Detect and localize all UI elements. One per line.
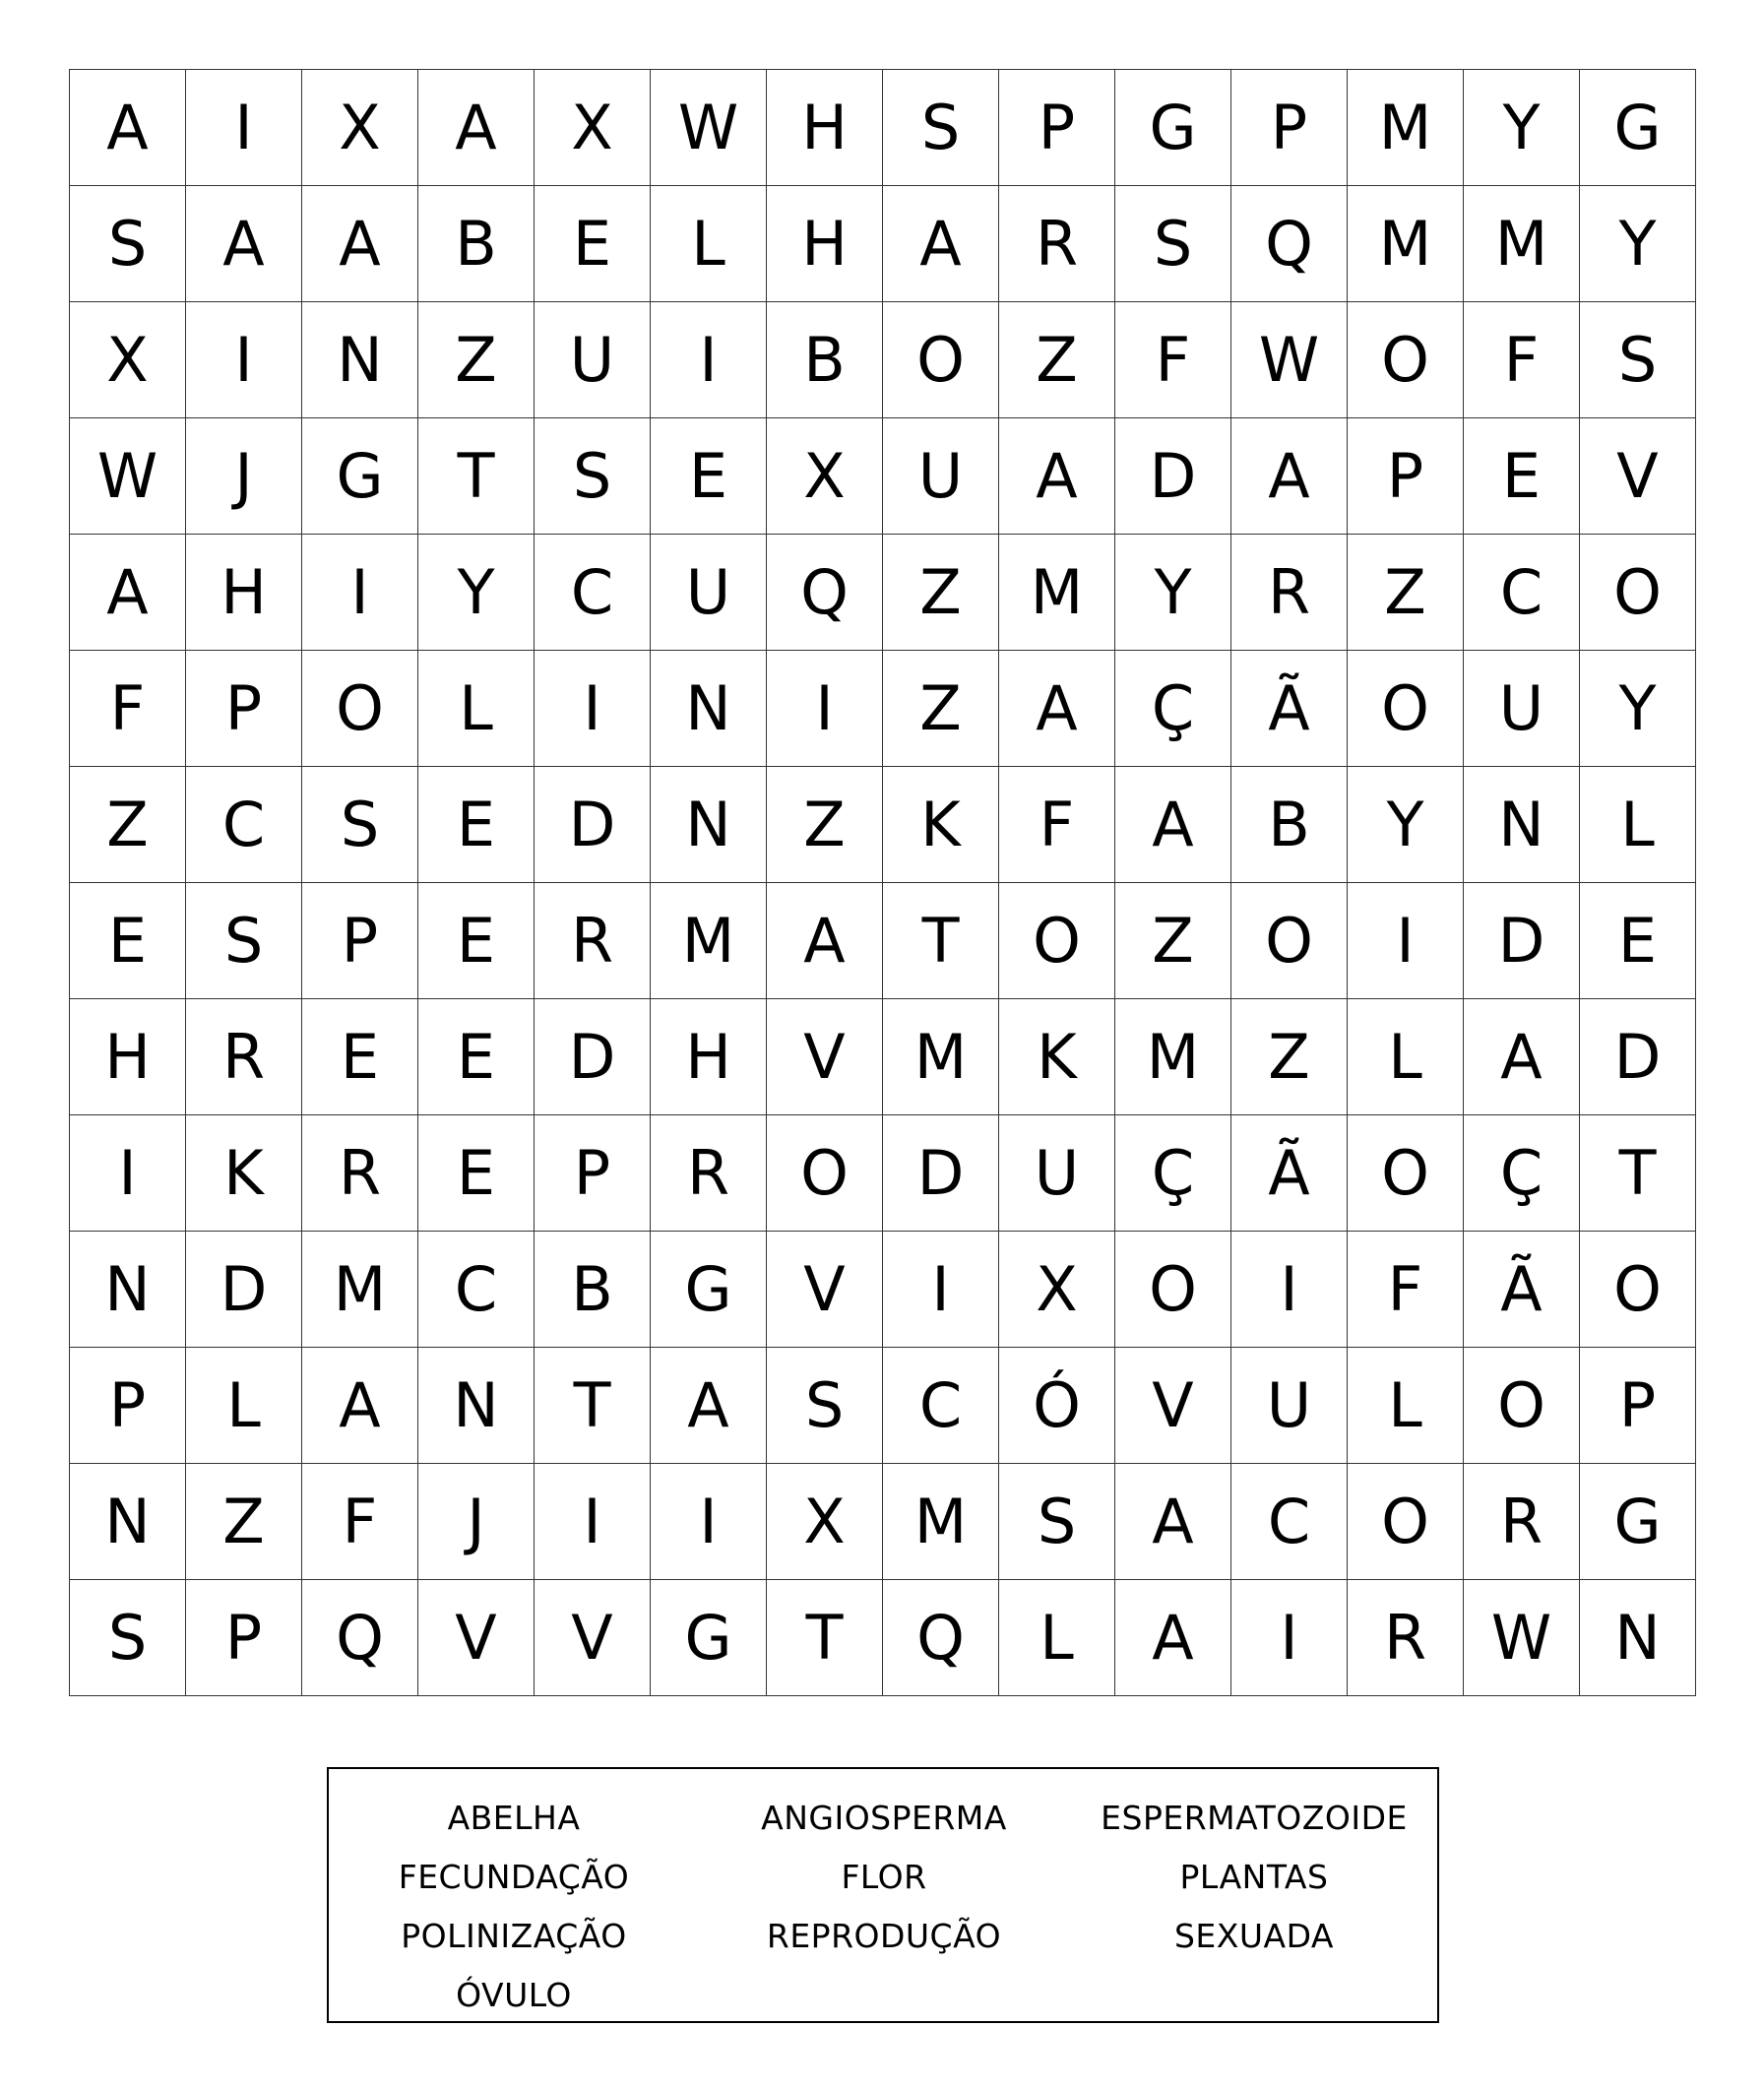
- grid-cell[interactable]: M: [1348, 186, 1464, 302]
- grid-cell[interactable]: S: [302, 767, 418, 883]
- grid-cell[interactable]: X: [999, 1232, 1115, 1348]
- grid-cell[interactable]: L: [1348, 999, 1464, 1115]
- grid-cell[interactable]: X: [767, 1464, 883, 1580]
- grid-cell[interactable]: A: [651, 1348, 767, 1464]
- word-bank-item: ANGIOSPERMA: [761, 1799, 1007, 1837]
- grid-cell[interactable]: Y: [1580, 651, 1696, 767]
- grid-cell[interactable]: A: [418, 70, 535, 186]
- grid-cell[interactable]: D: [186, 1232, 302, 1348]
- grid-cell[interactable]: Ã: [1231, 651, 1348, 767]
- grid-cell[interactable]: E: [418, 883, 535, 999]
- grid-cell[interactable]: W: [1464, 1580, 1580, 1696]
- grid-cell[interactable]: O: [1580, 535, 1696, 651]
- grid-cell[interactable]: P: [186, 1580, 302, 1696]
- word-bank-column-3: [1069, 1789, 1439, 1966]
- grid-cell[interactable]: Q: [1231, 186, 1348, 302]
- grid-cell[interactable]: O: [1464, 1348, 1580, 1464]
- grid-cell[interactable]: X: [535, 70, 651, 186]
- grid-cell[interactable]: O: [1115, 1232, 1231, 1348]
- grid-cell[interactable]: T: [1580, 1115, 1696, 1232]
- grid-cell[interactable]: N: [651, 767, 767, 883]
- grid-cell[interactable]: Q: [883, 1580, 999, 1696]
- grid-cell[interactable]: P: [70, 1348, 186, 1464]
- grid-cell[interactable]: M: [883, 999, 999, 1115]
- grid-cell[interactable]: E: [418, 1115, 535, 1232]
- grid-cell[interactable]: H: [767, 70, 883, 186]
- grid-cell[interactable]: Ç: [1464, 1115, 1580, 1232]
- grid-cell[interactable]: S: [186, 883, 302, 999]
- grid-cell[interactable]: N: [302, 302, 418, 418]
- grid-cell[interactable]: V: [1580, 418, 1696, 535]
- grid-cell[interactable]: U: [883, 418, 999, 535]
- grid-cell[interactable]: K: [883, 767, 999, 883]
- grid-cell[interactable]: I: [186, 70, 302, 186]
- grid-cell[interactable]: Z: [1115, 883, 1231, 999]
- grid-cell[interactable]: H: [186, 535, 302, 651]
- grid-cell[interactable]: J: [418, 1464, 535, 1580]
- grid-cell[interactable]: A: [1231, 418, 1348, 535]
- grid-cell[interactable]: A: [302, 1348, 418, 1464]
- grid-cell[interactable]: S: [1580, 302, 1696, 418]
- grid-cell[interactable]: N: [70, 1232, 186, 1348]
- grid-cell[interactable]: R: [1231, 535, 1348, 651]
- grid-cell[interactable]: U: [1231, 1348, 1348, 1464]
- grid-cell[interactable]: C: [1464, 535, 1580, 651]
- grid-cell[interactable]: G: [1580, 1464, 1696, 1580]
- grid-cell[interactable]: V: [767, 1232, 883, 1348]
- grid-cell[interactable]: M: [999, 535, 1115, 651]
- grid-cell[interactable]: U: [535, 302, 651, 418]
- grid-cell[interactable]: H: [70, 999, 186, 1115]
- grid-cell[interactable]: F: [70, 651, 186, 767]
- grid-cell[interactable]: I: [883, 1232, 999, 1348]
- grid-cell[interactable]: E: [70, 883, 186, 999]
- grid-cell[interactable]: S: [999, 1464, 1115, 1580]
- grid-cell[interactable]: O: [1348, 651, 1464, 767]
- grid-cell[interactable]: T: [535, 1348, 651, 1464]
- grid-cell[interactable]: Ã: [1231, 1115, 1348, 1232]
- grid-cell[interactable]: Z: [883, 535, 999, 651]
- grid-cell[interactable]: I: [651, 1464, 767, 1580]
- grid-cell[interactable]: I: [1348, 883, 1464, 999]
- grid-cell[interactable]: Z: [1348, 535, 1464, 651]
- grid-cell[interactable]: R: [1464, 1464, 1580, 1580]
- grid-cell[interactable]: K: [999, 999, 1115, 1115]
- grid-cell[interactable]: T: [883, 883, 999, 999]
- grid-cell[interactable]: A: [999, 418, 1115, 535]
- grid-cell[interactable]: C: [883, 1348, 999, 1464]
- grid-cell[interactable]: D: [535, 999, 651, 1115]
- grid-cell[interactable]: Y: [1580, 186, 1696, 302]
- grid-cell[interactable]: A: [1115, 1464, 1231, 1580]
- grid-cell[interactable]: Ç: [1115, 1115, 1231, 1232]
- grid-cell[interactable]: O: [1348, 1464, 1464, 1580]
- grid-cell[interactable]: Z: [418, 302, 535, 418]
- grid-cell[interactable]: Q: [767, 535, 883, 651]
- grid-cell[interactable]: B: [767, 302, 883, 418]
- grid-cell[interactable]: A: [999, 651, 1115, 767]
- grid-cell[interactable]: I: [535, 651, 651, 767]
- grid-cell[interactable]: L: [1580, 767, 1696, 883]
- grid-cell[interactable]: S: [535, 418, 651, 535]
- grid-cell[interactable]: Y: [418, 535, 535, 651]
- grid-cell[interactable]: Y: [1348, 767, 1464, 883]
- grid-cell[interactable]: F: [302, 1464, 418, 1580]
- grid-cell[interactable]: M: [1115, 999, 1231, 1115]
- grid-cell[interactable]: Y: [1464, 70, 1580, 186]
- grid-cell[interactable]: I: [651, 302, 767, 418]
- grid-cell[interactable]: T: [767, 1580, 883, 1696]
- grid-cell[interactable]: L: [418, 651, 535, 767]
- grid-cell[interactable]: I: [186, 302, 302, 418]
- grid-cell[interactable]: N: [418, 1348, 535, 1464]
- grid-cell[interactable]: I: [1231, 1580, 1348, 1696]
- grid-cell[interactable]: A: [70, 535, 186, 651]
- grid-cell[interactable]: S: [883, 70, 999, 186]
- grid-cell[interactable]: V: [1115, 1348, 1231, 1464]
- grid-cell[interactable]: O: [999, 883, 1115, 999]
- grid-cell[interactable]: D: [1580, 999, 1696, 1115]
- grid-cell[interactable]: S: [70, 1580, 186, 1696]
- grid-cell[interactable]: A: [70, 70, 186, 186]
- grid-cell[interactable]: Z: [883, 651, 999, 767]
- word-bank-item: FLOR: [841, 1858, 927, 1896]
- grid-cell[interactable]: D: [1115, 418, 1231, 535]
- grid-cell[interactable]: Z: [767, 767, 883, 883]
- grid-cell[interactable]: L: [999, 1580, 1115, 1696]
- grid-cell[interactable]: L: [186, 1348, 302, 1464]
- grid-cell[interactable]: I: [767, 651, 883, 767]
- grid-cell[interactable]: D: [1464, 883, 1580, 999]
- grid-cell[interactable]: J: [186, 418, 302, 535]
- grid-cell[interactable]: X: [302, 70, 418, 186]
- grid-cell[interactable]: Ó: [999, 1348, 1115, 1464]
- grid-cell[interactable]: O: [1580, 1232, 1696, 1348]
- grid-cell[interactable]: C: [186, 767, 302, 883]
- grid-cell[interactable]: A: [1115, 767, 1231, 883]
- grid-cell[interactable]: L: [651, 186, 767, 302]
- grid-cell[interactable]: I: [302, 535, 418, 651]
- grid-cell[interactable]: E: [535, 186, 651, 302]
- grid-cell[interactable]: W: [1231, 302, 1348, 418]
- grid-cell[interactable]: F: [1464, 302, 1580, 418]
- grid-cell[interactable]: V: [767, 999, 883, 1115]
- grid-cell[interactable]: G: [651, 1580, 767, 1696]
- grid-cell[interactable]: I: [1231, 1232, 1348, 1348]
- grid-cell[interactable]: E: [1464, 418, 1580, 535]
- word-bank: [327, 1767, 1439, 2023]
- word-search-grid: [69, 69, 1696, 1696]
- word-bank-item: ÓVULO: [456, 1976, 572, 2014]
- grid-cell[interactable]: P: [1580, 1348, 1696, 1464]
- grid-cell[interactable]: D: [535, 767, 651, 883]
- grid-cell[interactable]: A: [1115, 1580, 1231, 1696]
- word-bank-item: ESPERMATOZOIDE: [1101, 1799, 1408, 1837]
- grid-cell[interactable]: N: [70, 1464, 186, 1580]
- grid-cell[interactable]: R: [999, 186, 1115, 302]
- grid-cell[interactable]: X: [767, 418, 883, 535]
- grid-cell[interactable]: P: [1231, 70, 1348, 186]
- grid-cell[interactable]: O: [1348, 302, 1464, 418]
- grid-cell[interactable]: A: [883, 186, 999, 302]
- grid-cell[interactable]: R: [535, 883, 651, 999]
- grid-cell[interactable]: V: [418, 1580, 535, 1696]
- grid-cell[interactable]: A: [1464, 999, 1580, 1115]
- grid-cell[interactable]: T: [418, 418, 535, 535]
- grid-cell[interactable]: I: [535, 1464, 651, 1580]
- grid-cell[interactable]: S: [70, 186, 186, 302]
- grid-cell[interactable]: N: [1464, 767, 1580, 883]
- grid-cell[interactable]: B: [1231, 767, 1348, 883]
- grid-cell[interactable]: E: [1580, 883, 1696, 999]
- grid-cell[interactable]: O: [302, 651, 418, 767]
- grid-cell[interactable]: C: [418, 1232, 535, 1348]
- grid-cell[interactable]: N: [1580, 1580, 1696, 1696]
- grid-cell[interactable]: E: [418, 767, 535, 883]
- grid-cell[interactable]: Z: [1231, 999, 1348, 1115]
- grid-cell[interactable]: B: [418, 186, 535, 302]
- grid-cell[interactable]: Ã: [1464, 1232, 1580, 1348]
- grid-cell[interactable]: F: [999, 767, 1115, 883]
- grid-cell[interactable]: Y: [1115, 535, 1231, 651]
- grid-cell[interactable]: G: [1580, 70, 1696, 186]
- grid-cell[interactable]: G: [651, 1232, 767, 1348]
- word-bank-column-1: [329, 1789, 699, 2025]
- grid-cell[interactable]: A: [767, 883, 883, 999]
- grid-cell[interactable]: Z: [999, 302, 1115, 418]
- grid-cell[interactable]: P: [302, 883, 418, 999]
- grid-cell[interactable]: D: [883, 1115, 999, 1232]
- word-bank-column-2: [699, 1789, 1069, 1966]
- grid-cell[interactable]: C: [535, 535, 651, 651]
- grid-cell[interactable]: M: [883, 1464, 999, 1580]
- grid-cell[interactable]: O: [767, 1115, 883, 1232]
- grid-cell[interactable]: P: [535, 1115, 651, 1232]
- grid-cell[interactable]: M: [1464, 186, 1580, 302]
- word-bank-item: REPRODUÇÃO: [766, 1917, 1002, 1955]
- grid-cell[interactable]: H: [651, 999, 767, 1115]
- grid-cell[interactable]: B: [535, 1232, 651, 1348]
- grid-cell[interactable]: X: [70, 302, 186, 418]
- grid-cell[interactable]: W: [651, 70, 767, 186]
- grid-cell[interactable]: F: [1348, 1232, 1464, 1348]
- grid-cell[interactable]: R: [1348, 1580, 1464, 1696]
- grid-cell[interactable]: U: [1464, 651, 1580, 767]
- grid-cell[interactable]: R: [651, 1115, 767, 1232]
- grid-cell[interactable]: Z: [70, 767, 186, 883]
- grid-cell[interactable]: M: [1348, 70, 1464, 186]
- grid-cell[interactable]: F: [1115, 302, 1231, 418]
- grid-cell[interactable]: K: [186, 1115, 302, 1232]
- grid-cell[interactable]: H: [767, 186, 883, 302]
- grid-cell[interactable]: O: [1348, 1115, 1464, 1232]
- grid-cell[interactable]: M: [302, 1232, 418, 1348]
- grid-cell[interactable]: W: [70, 418, 186, 535]
- grid-cell[interactable]: A: [186, 186, 302, 302]
- grid-cell[interactable]: Z: [186, 1464, 302, 1580]
- grid-cell[interactable]: L: [1348, 1348, 1464, 1464]
- grid-cell[interactable]: S: [767, 1348, 883, 1464]
- grid-cell[interactable]: C: [1231, 1464, 1348, 1580]
- grid-cell[interactable]: E: [302, 999, 418, 1115]
- grid-cell[interactable]: S: [1115, 186, 1231, 302]
- grid-cell[interactable]: O: [1231, 883, 1348, 999]
- grid-cell[interactable]: R: [302, 1115, 418, 1232]
- word-bank-item: POLINIZAÇÃO: [401, 1917, 627, 1955]
- grid-cell[interactable]: U: [651, 535, 767, 651]
- grid-cell[interactable]: E: [418, 999, 535, 1115]
- word-bank-item: FECUNDAÇÃO: [398, 1858, 630, 1896]
- grid-cell[interactable]: P: [1348, 418, 1464, 535]
- grid-cell[interactable]: N: [651, 651, 767, 767]
- word-bank-item: SEXUADA: [1173, 1917, 1335, 1955]
- grid-cell[interactable]: P: [999, 70, 1115, 186]
- word-bank-item: PLANTAS: [1179, 1858, 1329, 1896]
- word-bank-item: ABELHA: [447, 1799, 581, 1837]
- grid-cell[interactable]: O: [883, 302, 999, 418]
- grid-cell[interactable]: A: [302, 186, 418, 302]
- grid-cell[interactable]: G: [302, 418, 418, 535]
- grid-cell[interactable]: U: [999, 1115, 1115, 1232]
- grid-cell[interactable]: I: [70, 1115, 186, 1232]
- grid-cell[interactable]: Q: [302, 1580, 418, 1696]
- grid-cell[interactable]: V: [535, 1580, 651, 1696]
- grid-cell[interactable]: R: [186, 999, 302, 1115]
- grid-cell[interactable]: P: [186, 651, 302, 767]
- grid-cell[interactable]: M: [651, 883, 767, 999]
- grid-cell[interactable]: G: [1115, 70, 1231, 186]
- grid-cell[interactable]: Ç: [1115, 651, 1231, 767]
- grid-cell[interactable]: E: [651, 418, 767, 535]
